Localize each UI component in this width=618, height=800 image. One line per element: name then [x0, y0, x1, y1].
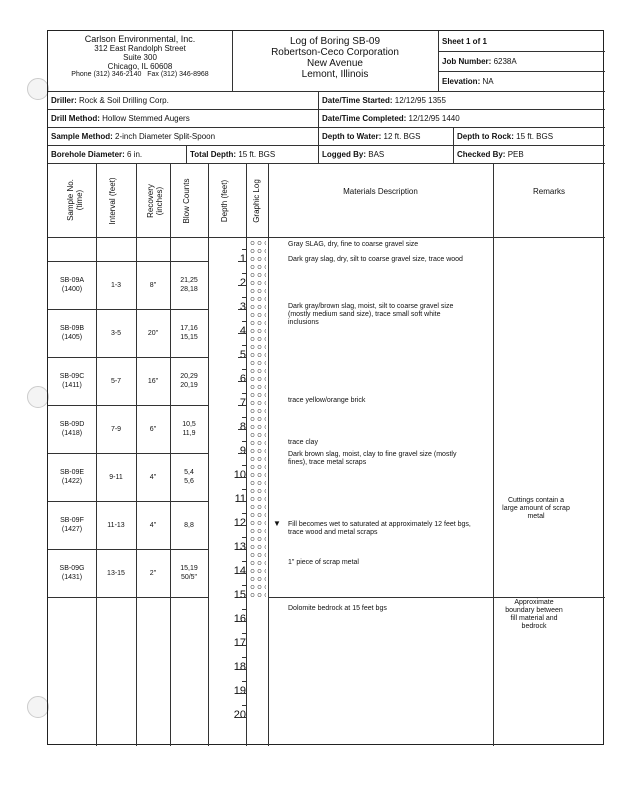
depth-label: 6 — [239, 373, 246, 385]
depth-label: 5 — [239, 349, 246, 361]
material-description: 1" piece of scrap metal — [288, 559, 359, 566]
company-address: 312 East Randolph Street — [94, 44, 186, 53]
depth-label: 20 — [233, 709, 246, 721]
borehole-diameter-field: Borehole Diameter: 6 in. — [51, 150, 143, 159]
depth-tick-minor — [242, 513, 246, 514]
sample-recovery — [136, 281, 170, 290]
sample-id — [48, 516, 96, 534]
depth-label: 13 — [233, 541, 246, 553]
sample-row — [48, 405, 208, 453]
sample-recovery — [136, 425, 170, 434]
sample-id-time: (1427) — [61, 526, 83, 533]
graphic-log-fill — [248, 237, 266, 597]
sample-id — [48, 468, 96, 486]
punch-hole — [27, 78, 49, 100]
sample-blow-counts-blow2: 28,18 — [180, 286, 198, 293]
sample-blow-counts-blow2: 5,6 — [184, 478, 194, 485]
sample-blow-counts-blow1: 10,5 — [182, 421, 196, 428]
sample-interval — [96, 521, 136, 530]
sample-interval-interval: 11-13 — [107, 521, 125, 529]
depth-tick — [238, 381, 246, 382]
depth-tick-minor — [242, 321, 246, 322]
sample-blow-counts-blow1: 20,29 — [180, 373, 198, 380]
sample-blow-counts-blow1: 17,16 — [180, 325, 198, 332]
sample-recovery-recovery: 16" — [147, 377, 159, 385]
depth-tick — [238, 525, 246, 526]
sample-row — [48, 357, 208, 405]
water-level-icon: ▼ — [273, 519, 281, 528]
sample-interval — [96, 569, 136, 578]
depth-tick-minor — [242, 681, 246, 682]
sample-interval-interval: 7-9 — [110, 425, 122, 433]
sample-interval — [96, 425, 136, 434]
col-header-depth: Depth (feet) — [220, 179, 229, 223]
drill-method-field: Drill Method: Hollow Stemmed Augers — [51, 114, 190, 123]
sample-id-id: SB-09B — [59, 325, 85, 332]
site-city: Lemont, Illinois — [301, 69, 369, 80]
depth-tick — [238, 717, 246, 718]
logged-by-field: Logged By: BAS — [322, 150, 385, 159]
sample-recovery — [136, 521, 170, 530]
punch-hole — [27, 386, 49, 408]
col-header-sample: Sample No. (time) — [66, 179, 84, 221]
sample-recovery — [136, 569, 170, 578]
sample-blow-counts-blow2: 20,19 — [180, 382, 198, 389]
col-header-recovery: Recovery (inches) — [146, 184, 164, 218]
company-address: Suite 300 — [123, 53, 157, 62]
sample-id — [48, 276, 96, 294]
sample-recovery-recovery: 4" — [149, 473, 157, 481]
job-number: Job Number: 6238A — [442, 57, 517, 66]
depth-tick-minor — [242, 345, 246, 346]
depth-label: 2 — [239, 277, 246, 289]
sample-recovery-recovery: 4" — [149, 521, 157, 529]
depth-tick-minor — [242, 585, 246, 586]
depth-label: 8 — [239, 421, 246, 433]
driller-field: Driller: Rock & Soil Drilling Corp. — [51, 96, 169, 105]
depth-tick — [238, 285, 246, 286]
depth-tick-minor — [242, 465, 246, 466]
depth-tick-minor — [242, 249, 246, 250]
sample-blow-counts-blow1: 15,19 — [180, 565, 198, 572]
sample-blow-counts — [170, 372, 208, 390]
material-description: Fill becomes wet to saturated at approximately 12 feet bgs, trace wood and metal scraps — [288, 521, 471, 536]
sample-interval — [96, 281, 136, 290]
sample-recovery-recovery: 8" — [149, 281, 157, 289]
sample-blow-counts — [170, 324, 208, 342]
company-block — [48, 34, 232, 79]
sample-recovery — [136, 473, 170, 482]
depth-tick-minor — [242, 561, 246, 562]
col-header-blow-counts: Blow Counts — [182, 178, 191, 224]
company-name: Carlson Environmental, Inc. — [84, 34, 196, 44]
material-description: Gray SLAG, dry, fine to coarse gravel size — [288, 241, 419, 248]
material-description: Dark gray slag, dry, silt to coarse gravel size, trace wood — [288, 256, 463, 263]
sample-blow-counts-blow2: 15,15 — [180, 334, 198, 341]
sample-recovery-recovery: 20" — [147, 329, 159, 337]
depth-tick-minor — [242, 297, 246, 298]
date-started-field: Date/Time Started: 12/12/95 1355 — [322, 96, 446, 105]
sheet-number: Sheet 1 of 1 — [442, 37, 487, 46]
depth-tick — [238, 573, 246, 574]
depth-label: 15 — [233, 589, 246, 601]
depth-label: 1 — [239, 253, 246, 265]
sample-id-time: (1405) — [61, 334, 83, 341]
sample-row — [48, 549, 208, 597]
sample-id-time: (1422) — [61, 478, 83, 485]
sample-blow-counts-blow2: 50/5" — [180, 574, 198, 581]
client-name: Robertson-Ceco Corporation — [271, 47, 399, 58]
depth-label: 18 — [233, 661, 246, 673]
sample-id-time: (1411) — [62, 382, 82, 389]
col-header-interval: Interval (feet) — [108, 177, 117, 225]
depth-tick-minor — [242, 537, 246, 538]
depth-label: 12 — [233, 517, 246, 529]
depth-tick — [238, 429, 246, 430]
depth-tick-minor — [242, 609, 246, 610]
company-address: Chicago, IL 60608 — [107, 62, 173, 71]
sample-id-id: SB-09G — [59, 565, 85, 572]
sample-row — [48, 501, 208, 549]
material-description: Dark gray/brown slag, moist, silt to coarse gravel size (mostly medium sand size), trace small soft white inclusions — [288, 303, 454, 326]
depth-label: 17 — [233, 637, 246, 649]
sample-blow-counts-blow1: 8,8 — [184, 521, 194, 529]
depth-tick — [238, 405, 246, 406]
depth-label: 9 — [239, 445, 246, 457]
depth-tick — [238, 261, 246, 262]
depth-tick-minor — [242, 417, 246, 418]
sample-row — [48, 261, 208, 309]
col-header-materials: Materials Description — [343, 187, 418, 196]
sample-recovery — [136, 377, 170, 386]
sample-id-time: (1418) — [61, 430, 83, 437]
sample-recovery-recovery: 2" — [149, 569, 157, 577]
total-depth-field: Total Depth: 15 ft. BGS — [190, 150, 276, 159]
depth-tick-minor — [242, 393, 246, 394]
checked-by-field: Checked By: PEB — [457, 150, 524, 159]
sample-id-time: (1431) — [61, 574, 83, 581]
sample-blow-counts-blow1: 21,25 — [180, 277, 198, 284]
depth-tick — [238, 357, 246, 358]
sample-id — [48, 564, 96, 582]
depth-tick — [238, 621, 246, 622]
sample-blow-counts — [170, 420, 208, 438]
depth-label: 10 — [233, 469, 246, 481]
company-phone: Phone (312) 346-2140 — [71, 71, 142, 78]
depth-tick — [238, 453, 246, 454]
sample-interval-interval: 1-3 — [110, 281, 122, 289]
sample-blow-counts — [170, 468, 208, 486]
depth-label: 16 — [233, 613, 246, 625]
depth-to-rock-field: Depth to Rock: 15 ft. BGS — [457, 132, 554, 141]
depth-label: 7 — [239, 397, 246, 409]
material-description: trace yellow/orange brick — [288, 397, 366, 404]
depth-tick — [238, 669, 246, 670]
sample-method-field: Sample Method: 2-inch Diameter Split-Spoon — [51, 132, 216, 141]
sample-id-id: SB-09D — [59, 421, 85, 428]
sample-row — [48, 309, 208, 357]
depth-label: 14 — [233, 565, 246, 577]
boring-log-sheet — [47, 30, 604, 745]
sample-interval-interval: 13-15 — [107, 569, 125, 577]
depth-tick — [238, 333, 246, 334]
sample-id — [48, 372, 96, 390]
title-block — [232, 36, 438, 80]
remark: Cuttings contain a large amount of scrap metal — [502, 497, 570, 520]
material-description: Dolomite bedrock at 15 feet bgs — [288, 605, 387, 612]
material-description: Dark brown slag, moist, clay to fine gravel size (mostly fines), trace metal scraps — [288, 451, 457, 466]
depth-label: 19 — [233, 685, 246, 697]
depth-label: 11 — [234, 493, 246, 505]
sample-interval-interval: 9-11 — [109, 473, 123, 481]
sample-id-time: (1400) — [61, 286, 83, 293]
depth-tick-minor — [242, 273, 246, 274]
depth-tick — [238, 549, 246, 550]
sample-id — [48, 324, 96, 342]
col-header-graphic-log: Graphic Log — [252, 179, 261, 223]
page-title: Log of Boring SB-09 — [289, 36, 381, 47]
sample-row — [48, 453, 208, 501]
sample-interval — [96, 473, 136, 482]
sample-id-id: SB-09F — [60, 517, 84, 524]
depth-tick-minor — [242, 705, 246, 706]
sample-interval-interval: 5-7 — [110, 377, 122, 385]
sample-recovery — [136, 329, 170, 338]
sample-id — [48, 420, 96, 438]
sample-interval — [96, 377, 136, 386]
company-contact — [48, 71, 232, 79]
sample-id-id: SB-09A — [59, 277, 85, 284]
sample-id-id: SB-09C — [59, 373, 85, 380]
depth-tick-minor — [242, 633, 246, 634]
depth-tick-minor — [242, 489, 246, 490]
depth-tick — [238, 309, 246, 310]
depth-to-water-field: Depth to Water: 12 ft. BGS — [322, 132, 421, 141]
elevation: Elevation: NA — [442, 77, 494, 86]
depth-tick — [238, 645, 246, 646]
sample-blow-counts — [170, 276, 208, 294]
depth-tick — [238, 693, 246, 694]
depth-label: 3 — [239, 301, 246, 313]
sample-blow-counts-blow2: 11,9 — [182, 430, 196, 437]
depth-tick — [238, 597, 246, 598]
depth-tick-minor — [242, 369, 246, 370]
col-header-remarks: Remarks — [532, 187, 565, 196]
date-completed-field: Date/Time Completed: 12/12/95 1440 — [322, 114, 460, 123]
punch-hole — [27, 696, 49, 718]
depth-tick-minor — [242, 441, 246, 442]
depth-tick — [238, 477, 246, 478]
sample-id-id: SB-09E — [59, 469, 85, 476]
sample-recovery-recovery: 6" — [149, 425, 157, 433]
depth-label: 4 — [239, 325, 246, 337]
depth-tick — [238, 501, 246, 502]
sample-interval-interval: 3-5 — [110, 329, 122, 337]
sample-blow-counts-blow1: 5,4 — [184, 469, 194, 476]
sample-blow-counts — [170, 564, 208, 582]
sample-blow-counts — [170, 521, 208, 530]
site-street: New Avenue — [307, 58, 363, 69]
sample-interval — [96, 329, 136, 338]
depth-tick-minor — [242, 657, 246, 658]
remark: Approximate boundary between fill material and bedrock — [505, 599, 563, 630]
company-fax: Fax (312) 346-8968 — [147, 71, 209, 78]
material-description: trace clay — [288, 439, 318, 446]
